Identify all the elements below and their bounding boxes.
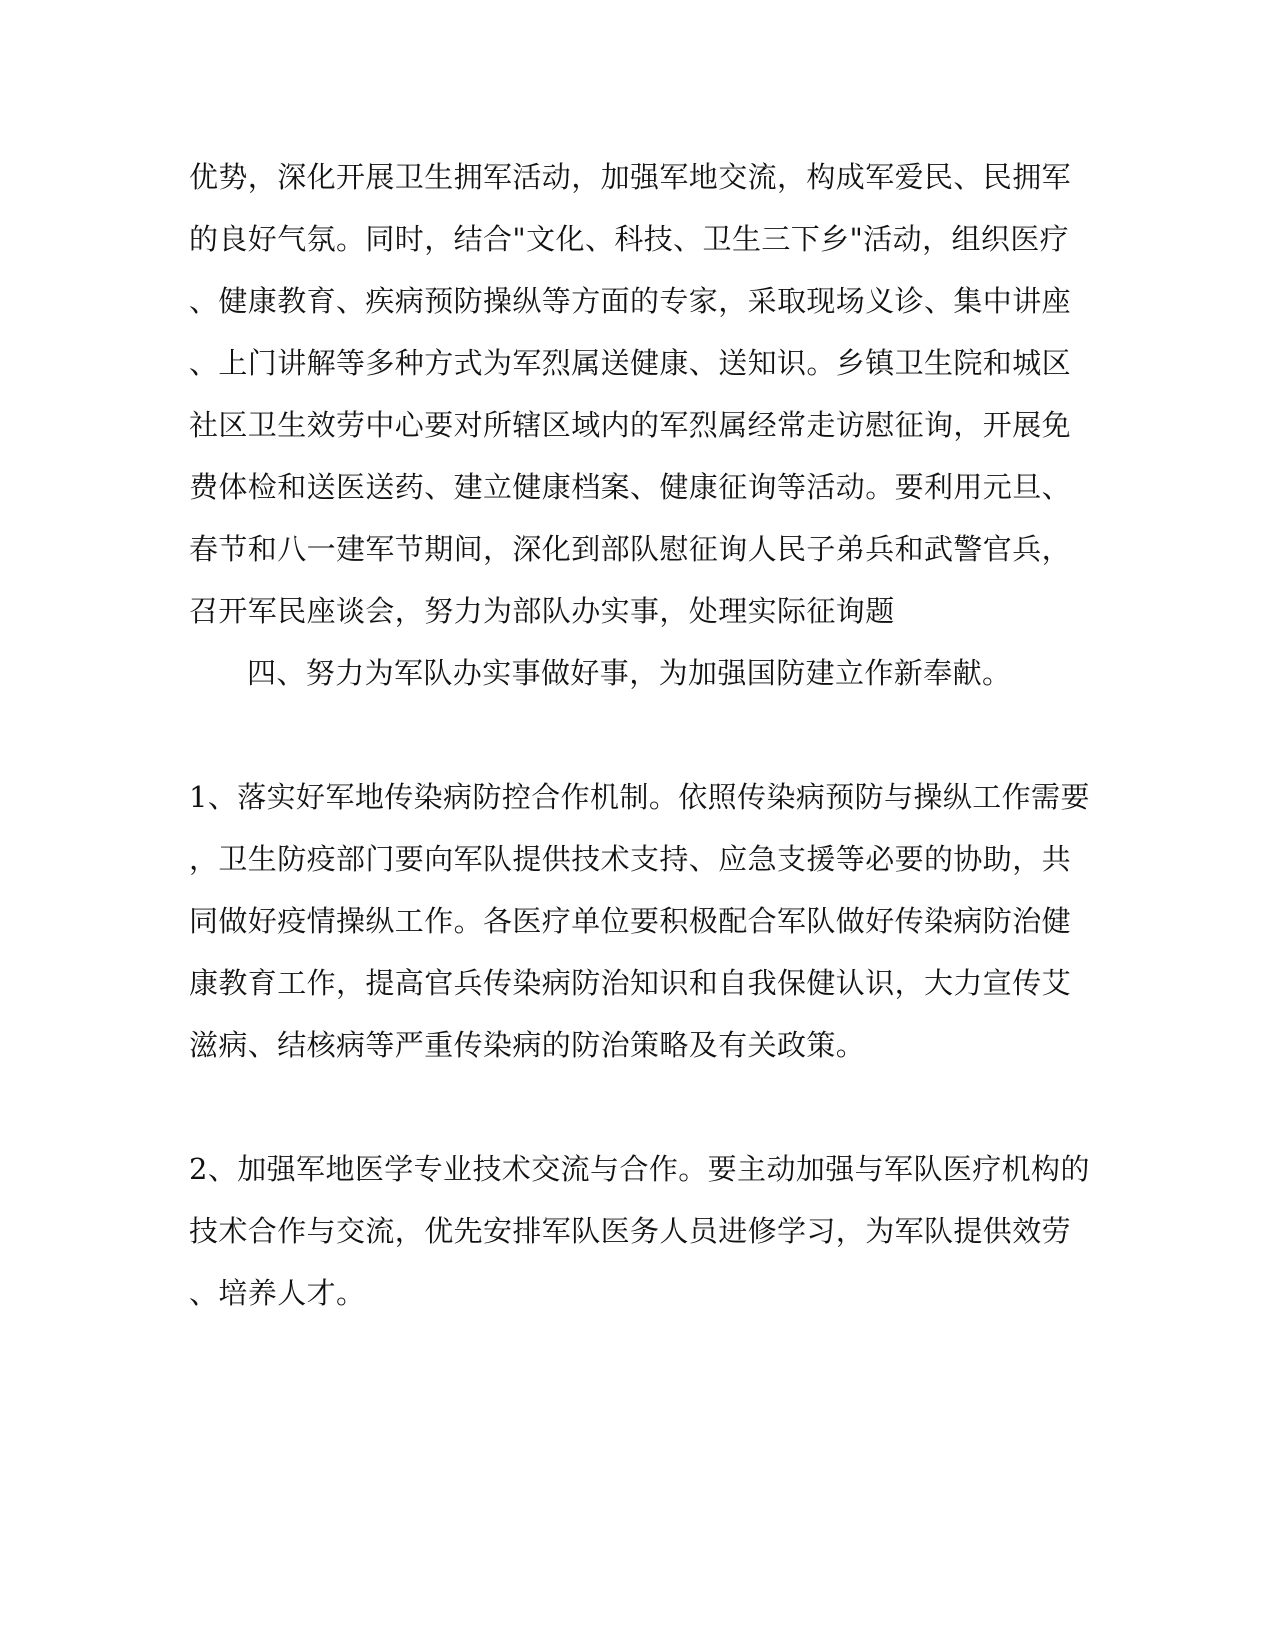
paragraph-1-line-8: 召开军民座谈会，努力为部队办实事，处理实际征询题 <box>189 594 895 628</box>
item-1-line-1: 1、落实好军地传染病防控合作机制。依照传染病预防与操纵工作需要 <box>189 780 1090 814</box>
paragraph-1-line-5: 社区卫生效劳中心要对所辖区域内的军烈属经常走访慰征询，开展免 <box>189 408 1072 442</box>
item-1-line-5: 滋病、结核病等严重传染病的防治策略及有关政策。 <box>189 1028 866 1062</box>
paragraph-1-line-3: 、健康教育、疾病预防操纵等方面的专家，采取现场义诊、集中讲座 <box>189 284 1072 318</box>
paragraph-1-line-4: 、上门讲解等多种方式为军烈属送健康、送知识。乡镇卫生院和城区 <box>189 346 1072 380</box>
paragraph-1-line-6: 费体检和送医送药、建立健康档案、健康征询等活动。要利用元旦、 <box>189 470 1072 504</box>
item-1-line-4: 康教育工作，提高官兵传染病防治知识和自我保健认识，大力宣传艾 <box>189 966 1072 1000</box>
item-2-line-1: 2、加强军地医学专业技术交流与合作。要主动加强与军队医疗机构的 <box>189 1152 1090 1186</box>
section-heading: 四、努力为军队办实事做好事，为加强国防建立作新奉献。 <box>247 656 1012 690</box>
paragraph-1-line-7: 春节和八一建军节期间，深化到部队慰征询人民子弟兵和武警官兵， <box>189 532 1072 566</box>
item-1-line-2: ，卫生防疫部门要向军队提供技术支持、应急支援等必要的协助，共 <box>189 842 1072 876</box>
paragraph-1-line-1: 优势，深化开展卫生拥军活动，加强军地交流，构成军爱民、民拥军 <box>189 160 1072 194</box>
item-2-line-3: 、培养人才。 <box>189 1276 366 1310</box>
item-2-line-2: 技术合作与交流，优先安排军队医务人员进修学习，为军队提供效劳 <box>189 1214 1072 1248</box>
paragraph-1-line-2: 的良好气氛。同时，结合"文化、科技、卫生三下乡"活动，组织医疗 <box>189 222 1070 256</box>
item-1-line-3: 同做好疫情操纵工作。各医疗单位要积极配合军队做好传染病防治健 <box>189 904 1072 938</box>
